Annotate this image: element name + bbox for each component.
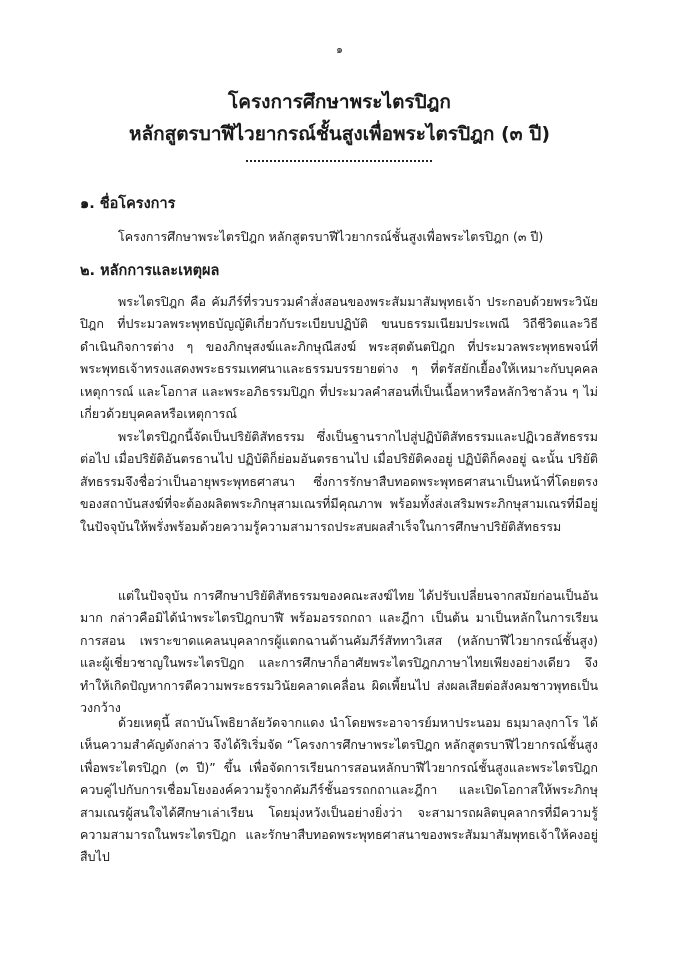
section-heading-project-name: ๑. ชื่อโครงการ [80, 196, 176, 212]
project-name-text: โครงการศึกษาพระไตรปิฎก หลักสูตรบาฬีไวยากรณ์ชั้นสูงเพื่อพระไตรปิฎก (๓ ปี) [118, 229, 544, 244]
rationale-paragraph-3: แต่ในปัจจุบัน การศึกษาปริยัติสัทธรรมของคณะสงฆ์ไทย ได้ปรับเปลี่ยนจากสมัยก่อนเป็นอันมาก กล่าวคือมิได้นำพระไตรปิฎกบาฬี พร้อมอรรถกถา และฎีกา เป็นต้น มาเป็นหลักในการเรียน การสอน เพราะขาดแคลนบุคลากรผู้แตกฉานด้านคัมภีร์สัททาวิเสส (หลักบาฬีไวยากรณ์ชั้นสูง) และผู้เชี่ยวชาญในพระไตรปิฎก และการศึกษาก็อาศัยพระไตรปิฎกภาษาไทยเพียงอย่างเดียว จึงทำให้เกิดปัญหาการตีความพระธรรมวินัยคลาดเคลื่อน ผิดเพี้ยนไป ส่งผลเสียต่อสังคมชาวพุทธเป็นวงกว้าง [80, 588, 598, 716]
rationale-paragraph-4: ด้วยเหตุนี้ สถาบันโพธิยาลัยวัดจากแดง นำโดยพระอาจารย์มหาประนอม ธมฺมาลงฺกาโร ได้เห็นความสำคัญดังกล่าว จึงได้ริเริ่มจัด “โครงการศึกษาพระไตรปิฎก หลักสูตรบาฬีไวยากรณ์ชั้นสูงเพื่อพระไตรปิฎก (๓ ปี)” ขึ้น เพื่อจัดการเรียนการสอนหลักบาฬีไวยากรณ์ชั้นสูงและพระไตรปิฎกควบคู่ไปกับการเชื่อมโยงองค์ความรู้จากคัมภีร์ชั้นอรรถกถาและฎีกา และเปิดโอกาสให้พระภิกษุสามเณรผู้สนใจได้ศึกษาเล่าเรียน โดยมุ่งหวังเป็นอย่างยิ่งว่า จะสามารถผลิตบุคลากรที่มีความรู้ความสามารถในพระไตรปิฎก และรักษาสืบทอดพระพุทธศาสนาของพระสัมมาสัมพุทธเจ้าให้คงอยู่สืบไป [80, 715, 598, 865]
document-title: โครงการศึกษาพระไตรปิฎก [228, 91, 451, 113]
title-divider [246, 160, 432, 162]
rationale-paragraph-1: พระไตรปิฎก คือ คัมภีร์ที่รวบรวมคำสั่งสอนของพระสัมมาสัมพุทธเจ้า ประกอบด้วยพระวินัยปิฎก ที่ประมวลพระพุทธบัญญัติเกี่ยวกับระเบียบปฏิบัติ ขนบธรรมเนียมประเพณี วิถีชีวิตและวิธีดำเนินกิจการต่าง ๆ ของภิกษุสงฆ์และภิกษุณีสงฆ์ พระสุตตันตปิฎก ที่ประมวลพระพุทธพจน์ที่พระพุทธเจ้าทรงแสดงพระธรรมเทศนาและธรรมบรรยายต่าง ๆ ที่ตรัสยักเยื้องให้เหมาะกับบุคคล เหตุการณ์ และโอกาส และพระอภิธรรมปิฎก ที่ประมวลคำสอนที่เป็นเนื้อหาหรือหลักวิชาล้วน ๆ ไม่เกี่ยวด้วยบุคคลหรือเหตุการณ์ [80, 294, 598, 422]
page-number: ๑ [336, 43, 343, 56]
section-heading-rationale: ๒. หลักการและเหตุผล [80, 263, 220, 279]
document-subtitle: หลักสูตรบาฬีไวยากรณ์ชั้นสูงเพื่อพระไตรปิฎก (๓ ปี) [128, 123, 551, 145]
rationale-paragraph-2: พระไตรปิฎกนี้จัดเป็นปริยัติสัทธรรม ซึ่งเป็นฐานรากไปสู่ปฏิบัติสัทธรรมและปฏิเวธสัทธรรมต่อไป เมื่อปริยัติอันตรธานไป ปฏิบัติก็ย่อมอันตรธานไป เมื่อปริยัติคงอยู่ ปฏิบัติก็คงอยู่ ฉะนั้น ปริยัติสัทธรรมจึงชื่อว่าเป็นอายุพระพุทธศาสนา ซึ่งการรักษาสืบทอดพระพุทธศาสนาเป็นหน้าที่โดยตรงของสถาบันสงฆ์ที่จะต้องผลิตพระภิกษุสามเณรที่มีคุณภาพ พร้อมทั้งส่งเสริมพระภิกษุสามเณรที่มีอยู่ในปัจจุบันให้พรั่งพร้อมด้วยความรู้ความสามารถประสบผลสำเร็จในการศึกษาปริยัติสัทธรรม [80, 429, 598, 534]
